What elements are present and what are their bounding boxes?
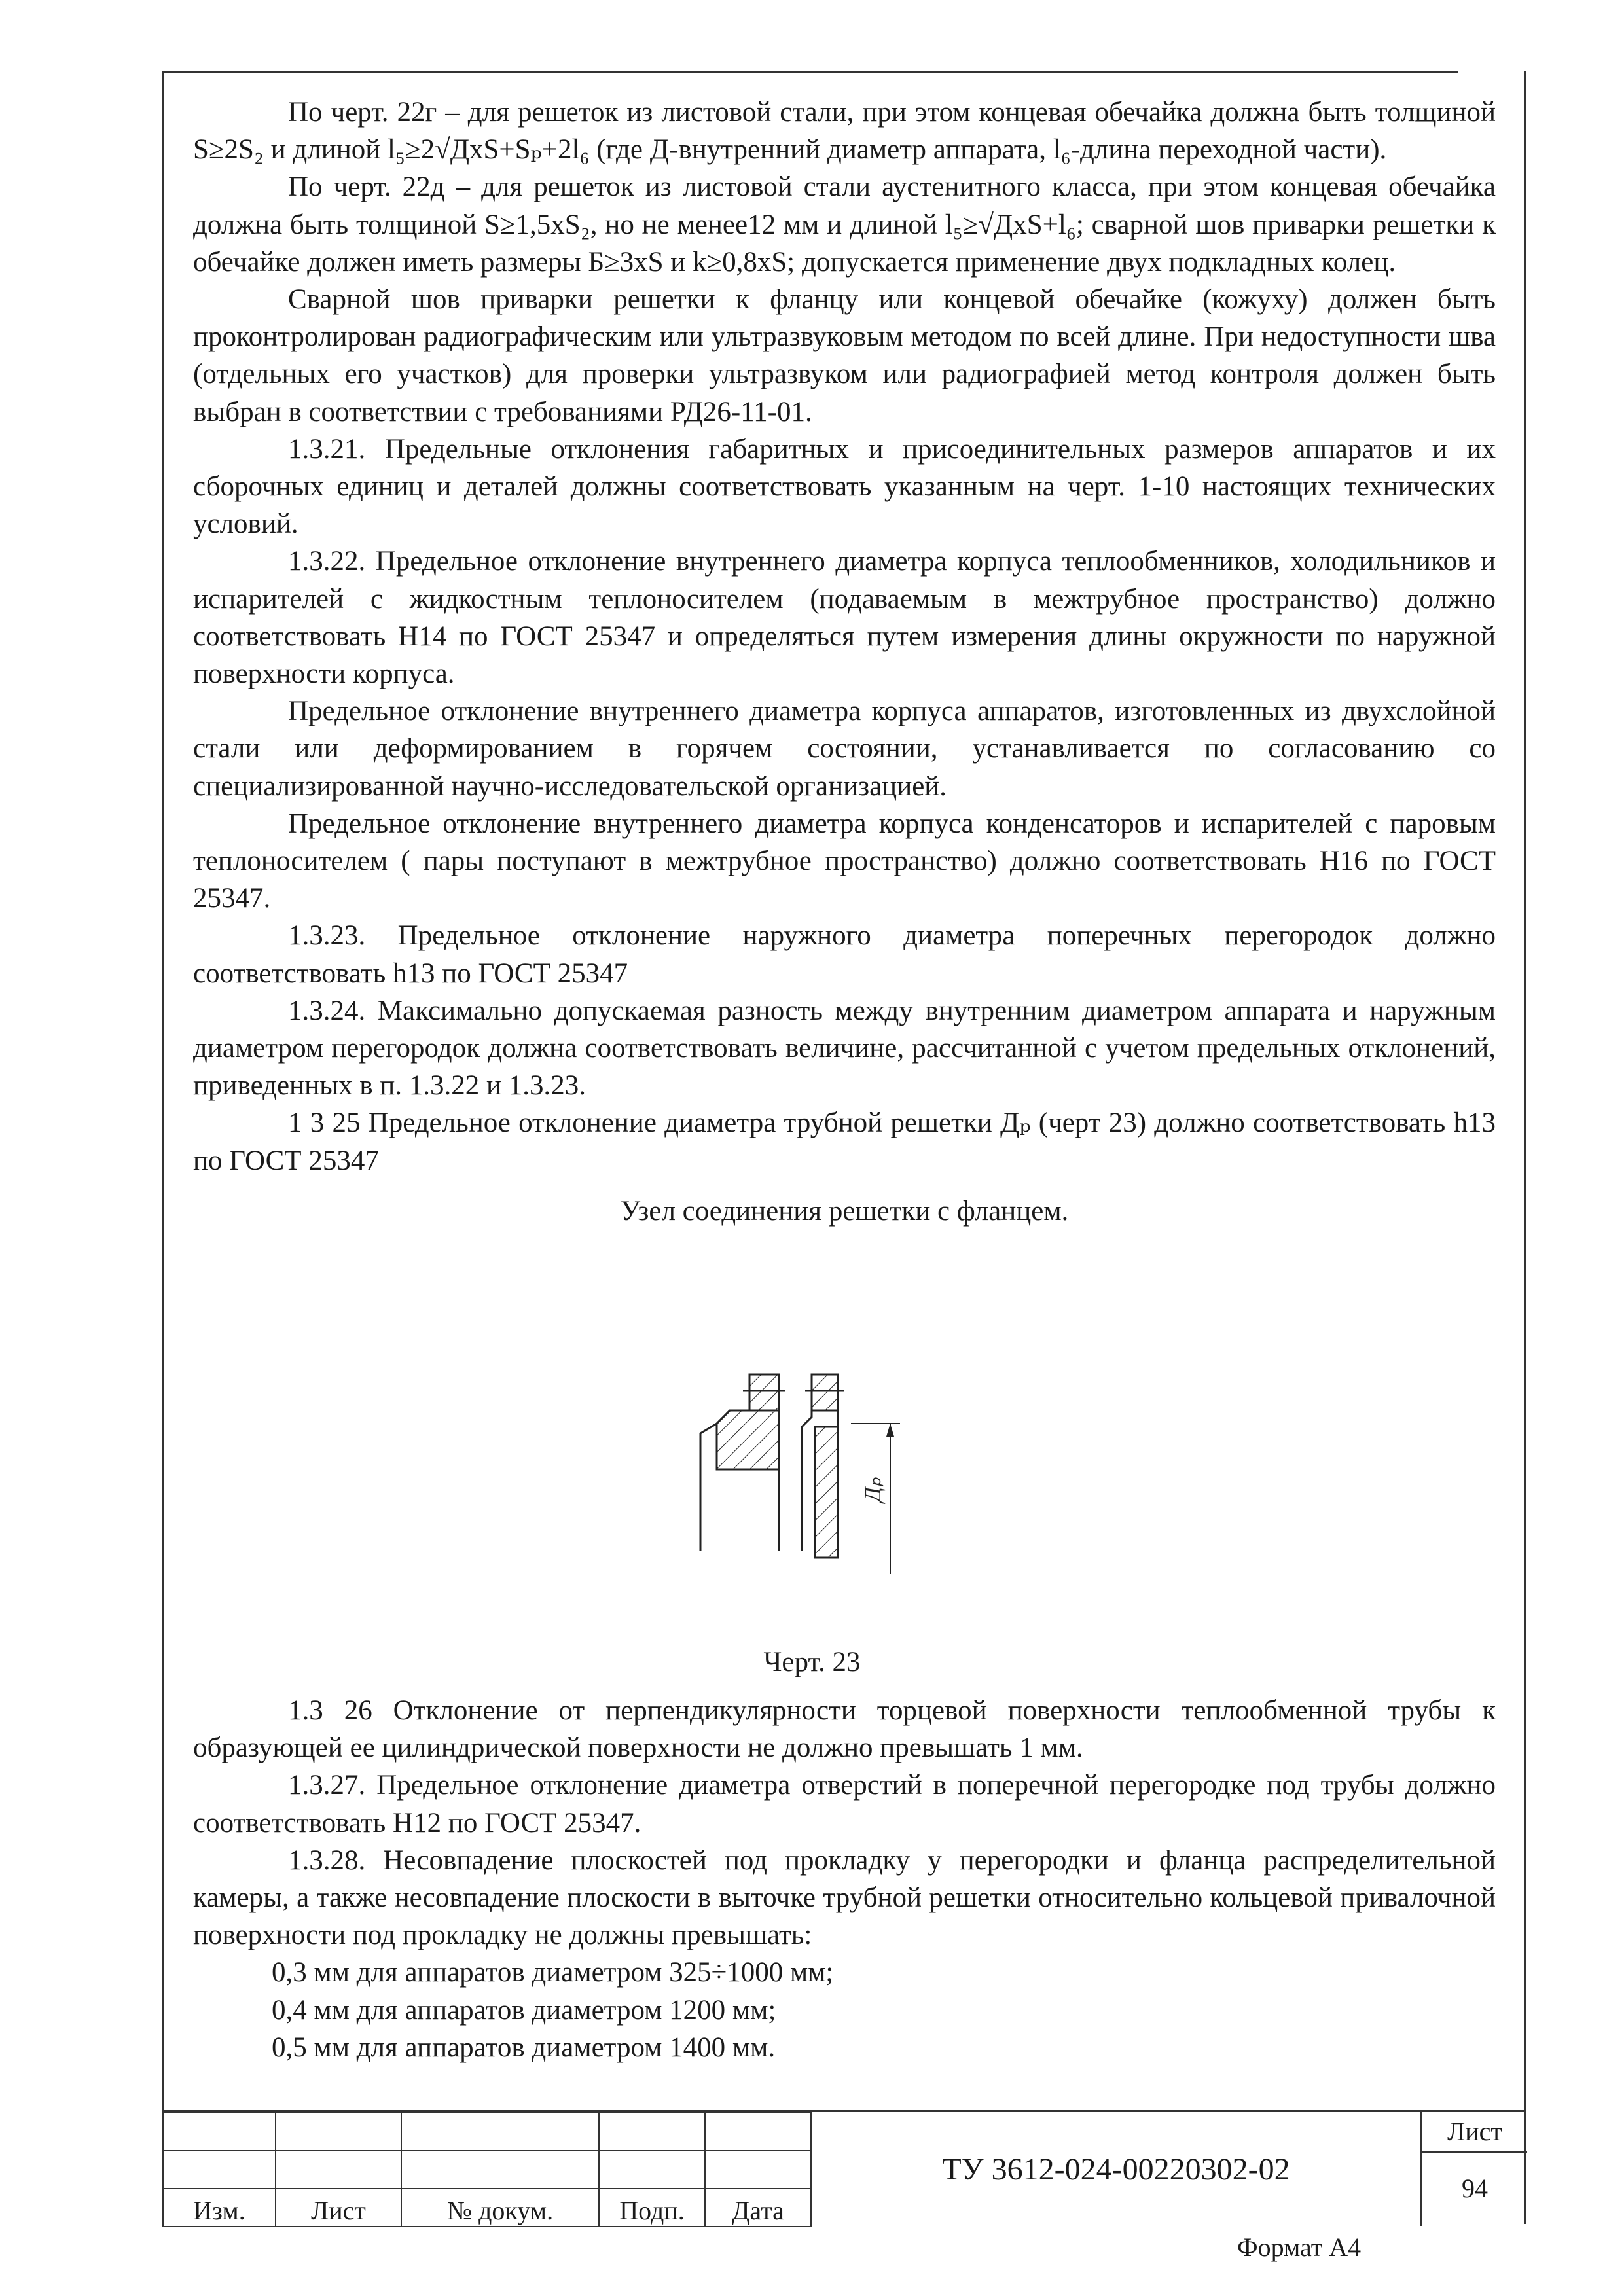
list-item: 0,3 мм для аппаратов диаметром 325÷1000 мм;	[272, 1957, 834, 1988]
paragraph: 1.3.21. Предельные отклонения габаритных и присоединительных размеров аппаратов и их сборочных единиц и деталей должны соответствовать указанным на черт. 1-10 настоящих технических условий.	[193, 433, 1496, 540]
paragraph: 1.3.27. Предельное отклонение диаметра отверстий в поперечной перегородке под трубы должно соответствовать Н12 по ГОСТ 25347.	[193, 1770, 1496, 1839]
document-body-continued	[193, 1692, 1496, 2066]
paragraph: Предельное отклонение внутреннего диаметра корпуса аппаратов, изготовленных из двухслойной стали или деформированием в горячем состоянии, устанавливается по согласованию со специализированной научно-исследовательской организацией.	[193, 696, 1496, 802]
frame-top-border	[162, 71, 1458, 73]
figure-caption: Черт. 23	[763, 1647, 861, 1677]
revision-table	[162, 2112, 812, 2227]
paragraph: 1.3.28. Несовпадение плоскостей под прокладку у перегородки и фланца распределительной камеры, а также несовпадение плоскости в выточке трубной решетки относительно кольцевой привалочной поверхности под прокладку не должны превышать:	[193, 1844, 1496, 1951]
paragraph: 1.3 26 Отклонение от перпендикулярности торцевой поверхности теплообменной трубы к образующей ее цилиндрической поверхности не должно превышать 1 мм.	[193, 1695, 1496, 1764]
frame-left-border	[162, 71, 164, 2224]
paragraph: 1.3.23. Предельное отклонение наружного диаметра поперечных перегородок должно соответствовать h13 по ГОСТ 25347	[193, 920, 1496, 989]
list-item: 0,5 мм для аппаратов диаметром 1400 мм.	[272, 2032, 776, 2063]
sheet-label: Лист	[1422, 2112, 1527, 2153]
column-signature: Подп.	[599, 2189, 705, 2227]
dimension-label: Дₚ	[859, 1477, 886, 1502]
paragraph: Предельное отклонение внутреннего диаметра корпуса конденсаторов и испарителей с паровым теплоносителем ( пары поступают в межтрубное пространство) должно соответствовать Н16 по ГОСТ 25347.	[193, 808, 1496, 914]
paragraph: 1.3.22. Предельное отклонение внутреннего диаметра корпуса теплообменников, холодильников и испарителей с жидкостным теплоносителем (подаваемым в межтрубное пространство) должно соответствовать Н14 по ГОСТ 25347 и определяться путем измерения длины окружности по наружной поверхности корпуса.	[193, 546, 1496, 690]
paragraph: По черт. 22г – для решеток из листовой стали, при этом концевая обечайка должна быть толщиной S≥2S₂ и длиной l₅≥2√ДxS+Sₚ+2l₆ (где Д-внутренний диаметр аппарата, l₆-длина переходной части).	[193, 97, 1496, 166]
paragraph: 1.3.24. Максимально допускаемая разность между внутренним диаметром аппарата и наружным диаметром перегородок должна соответствовать величине, рассчитанной с учетом предельных отклонений, приведенных в п. 1.3.22 и 1.3.23.	[193, 995, 1496, 1102]
list-item: 0,4 мм для аппаратов диаметром 1200 мм;	[272, 1994, 776, 2026]
column-date: Дата	[705, 2189, 811, 2227]
paragraph: По черт. 22д – для решеток из листовой стали аустенитного класса, при этом концевая обечайка должна быть толщиной S≥1,5xS₂, но не менее12 мм и длиной l₅≥√ДxS+l₆; сварной шов приварки решетки к обечайке должен иметь размеры Б≥3xS и k≥0,8xS; допускается применение двух подкладных колец.	[193, 171, 1496, 278]
column-document-number: № докум.	[401, 2189, 599, 2227]
paper-format: Формат А4	[1237, 2233, 1362, 2262]
flange-joint-drawing	[691, 1361, 939, 1577]
paragraph: 1 3 25 Предельное отклонение диаметра трубной решетки Дₚ (черт 23) должно соответствовать h13 по ГОСТ 25347	[193, 1107, 1496, 1176]
sheet-box	[1420, 2112, 1527, 2226]
figure-title: Узел соединения решетки с фланцем.	[620, 1195, 1069, 1227]
document-code: ТУ 3612-024-00220302-02	[942, 2151, 1290, 2187]
column-list: Лист	[276, 2189, 401, 2227]
document-body	[193, 94, 1496, 1230]
column-izm: Изм.	[163, 2189, 276, 2227]
paragraph: Сварной шов приварки решетки к фланцу или концевой обечайке (кожуху) должен быть проконтролирован радиографическим или ультразвуковым методом по всей длине. При недоступности шва (отдельных его участков) для проверки ультразвуком или радиографией метод контроля должен быть выбран в соответствии с требованиями РД26-11-01.	[193, 284, 1496, 427]
sheet-number: 94	[1462, 2174, 1488, 2203]
frame-right-border	[1524, 71, 1526, 2224]
title-block	[162, 2110, 1525, 2226]
